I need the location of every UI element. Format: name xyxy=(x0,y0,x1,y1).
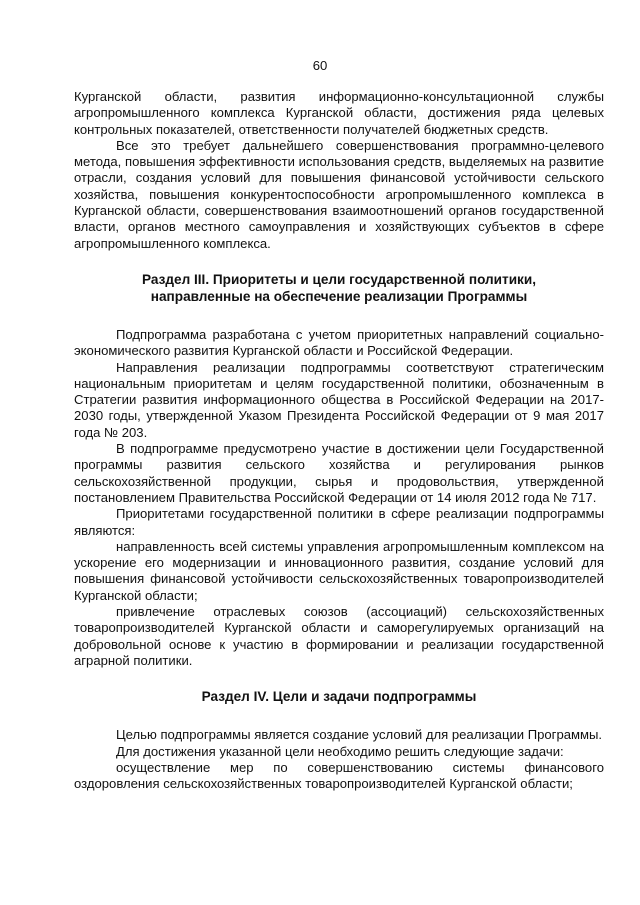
paragraph: направленность всей системы управления агропромышленным комплексом на ускорение его модернизации и инновационного развития, создание условий для повышения финансовой устойчивости сельскохозяйственных товаропроизводителей Курганской области; xyxy=(74,538,604,603)
section-heading-4: Раздел IV. Цели и задачи подпрограммы xyxy=(201,689,477,705)
paragraph: осуществление мер по совершенствованию системы финансового оздоровления сельскохозяйственных товаропроизводителей Курганской области; xyxy=(74,759,604,792)
paragraph: Курганской области, развития информационно-консультационной службы агропромышленного комплекса Курганской области, достижения ряда целевых контрольных показателей, ответственности получателей бюджетных средств. xyxy=(74,89,604,137)
paragraph: В подпрограмме предусмотрено участие в достижении цели Государственной программы развития сельского хозяйства и регулирования рынков сельскохозяйственной продукции, сырья и продовольствия, утвержденной постановлением Правительства Российской Федерации от 14 июля 2012 года № 717. xyxy=(74,441,604,505)
page-body xyxy=(74,89,604,792)
paragraph: Подпрограмма разработана с учетом приоритетных направлений социально-экономического развития Курганской области и Российской Федерации. xyxy=(74,326,604,359)
section-heading-3-line-2: направленные на обеспечение реализации Программы xyxy=(150,288,528,304)
paragraph: Для достижения указанной цели необходимо решить следующие задачи: xyxy=(116,743,564,759)
paragraph: Все это требует дальнейшего совершенствования программно-целевого метода, повышения эффективности использования средств, выделяемых на развитие отрасли, создания условий для повышения финансовой устойчивости сельского хозяйства, повышения конкурентоспособности агропромышленного комплекса в Курганской области, совершенствования взаимоотношений органов государственной власти, органов местного самоуправления и хозяйствующих субъектов в сфере агропромышленного комплекса. xyxy=(74,137,604,251)
section-heading-3 xyxy=(74,271,604,305)
page-number: 60 xyxy=(312,58,328,73)
paragraph: Целью подпрограммы является создание условий для реализации Программы. xyxy=(116,727,603,743)
paragraph: Направления реализации подпрограммы соответствуют стратегическим национальным приоритетам и целям государственной политики, обозначенным в Стратегии развития информационного общества в Российской Федерации на 2017-2030 годы, утвержденной Указом Президента Российской Федерации от 9 мая 2017 года № 203. xyxy=(74,359,604,440)
section-heading-3-line-1: Раздел III. Приоритеты и цели государственной политики, xyxy=(142,271,536,287)
paragraph: Приоритетами государственной политики в сфере реализации подпрограммы являются: xyxy=(74,506,604,538)
paragraph: привлечение отраслевых союзов (ассоциаций) сельскохозяйственных товаропроизводителей Курганской области и саморегулируемых организаций на добровольной основе к участию в формировании и реализации государственной аграрной политики. xyxy=(74,604,604,668)
